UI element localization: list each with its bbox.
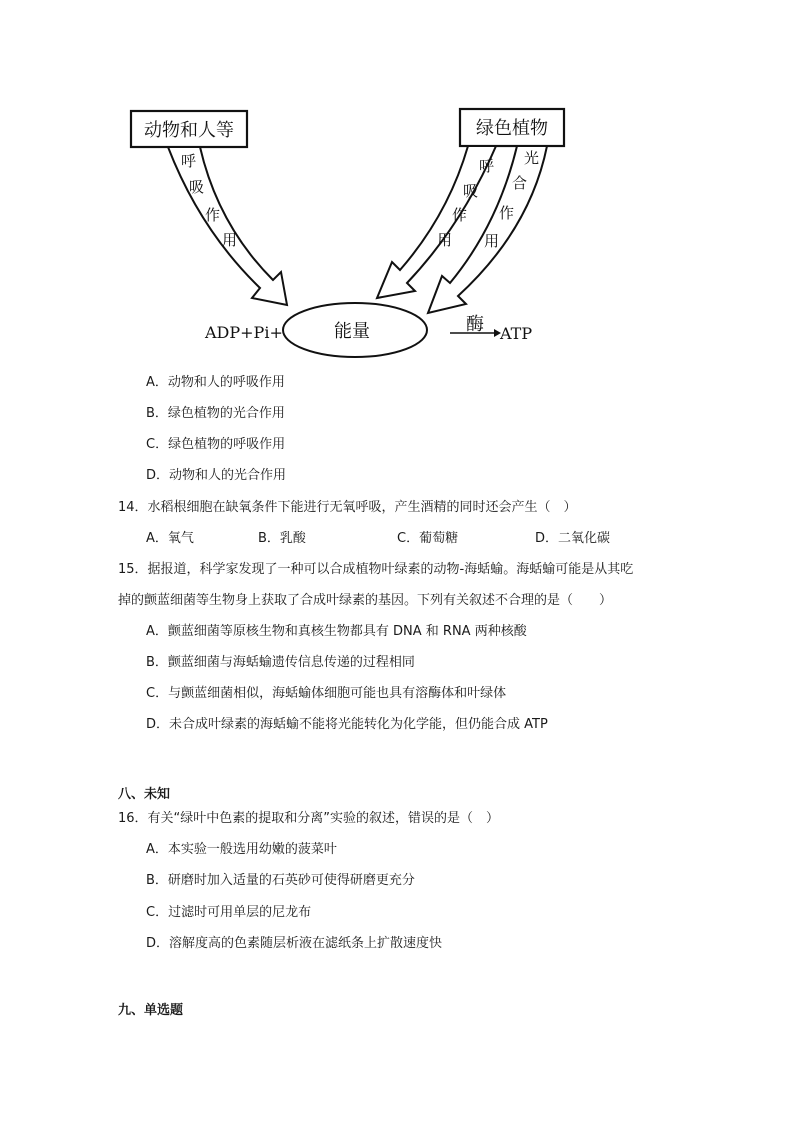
- q14-option-c: C．葡萄糖: [397, 531, 459, 546]
- box-animals-label: 动物和人等: [144, 120, 234, 141]
- box-plants-label: 绿色植物: [476, 118, 548, 139]
- q15-stem-line2: 掉的颤蓝细菌等生物身上获取了合成叶绿素的基因。下列有关叙述不合理的是（ ）: [118, 593, 613, 608]
- atp-text: ATP: [500, 324, 533, 343]
- arrow-animal-respiration: [168, 147, 287, 305]
- arrow-mid-char-2: 吸: [463, 182, 479, 200]
- q15-option-c: C．与颤蓝细菌相似，海蛞蝓体细胞可能也具有溶酶体和叶绿体: [146, 686, 507, 701]
- q13-option-a: A．动物和人的呼吸作用: [146, 375, 285, 390]
- q16-stem: 16．有关“绿叶中色素的提取和分离”实验的叙述，错误的是（ ）: [118, 811, 500, 826]
- arrow-left-char-1: 呼: [181, 152, 197, 170]
- q16-option-a: A．本实验一般选用幼嫩的菠菜叶: [146, 842, 337, 857]
- q13-option-d: D．动物和人的光合作用: [146, 468, 287, 483]
- arrow-right-char-1: 光: [524, 149, 540, 167]
- q13-option-b: B．绿色植物的光合作用: [146, 406, 285, 421]
- q16-option-c: C．过滤时可用单层的尼龙布: [146, 905, 312, 920]
- q14-option-d: D．二氧化碳: [535, 531, 611, 546]
- q15-stem-line1: 15．据报道，科学家发现了一种可以合成植物叶绿素的动物-海蛞蝓。海蛞蝓可能是从其吃: [118, 562, 634, 577]
- q14-stem: 14．水稻根细胞在缺氧条件下能进行无氧呼吸，产生酒精的同时还会产生（ ）: [118, 500, 577, 515]
- q13-option-c: C．绿色植物的呼吸作用: [146, 437, 286, 452]
- q15-option-d: D．未合成叶绿素的海蛞蝓不能将光能转化为化学能，但仍能合成 ATP: [146, 717, 548, 732]
- energy-flow-diagram: [0, 0, 794, 370]
- arrow-mid-char-4: 用: [437, 231, 453, 249]
- q16-option-b: B．研磨时加入适量的石英砂可使得研磨更充分: [146, 873, 415, 888]
- arrow-right-char-3: 作: [499, 204, 515, 222]
- adp-text: ADP+Pi+: [205, 323, 283, 342]
- arrow-mid-char-1: 呼: [479, 157, 495, 175]
- section-heading-8: 八、未知: [118, 787, 171, 802]
- enzyme-label: 酶: [466, 314, 484, 335]
- arrow-left-char-2: 吸: [189, 178, 205, 196]
- q14-option-a: A．氧气: [146, 531, 194, 546]
- q16-option-d: D．溶解度高的色素随层析液在滤纸条上扩散速度快: [146, 936, 443, 951]
- arrow-mid-char-3: 作: [452, 206, 468, 224]
- q15-option-a: A．颤蓝细菌等原核生物和真核生物都具有 DNA 和 RNA 两种核酸: [146, 624, 527, 639]
- energy-label: 能量: [334, 321, 370, 342]
- q14-option-b: B．乳酸: [258, 531, 306, 546]
- arrow-left-char-4: 用: [222, 231, 238, 249]
- q15-option-b: B．颤蓝细菌与海蛞蝓遗传信息传递的过程相同: [146, 655, 415, 670]
- arrow-right-char-2: 合: [512, 174, 528, 192]
- section-heading-9: 九、单选题: [118, 1003, 184, 1018]
- arrow-right-char-4: 用: [484, 232, 500, 250]
- arrow-left-char-3: 作: [205, 206, 221, 224]
